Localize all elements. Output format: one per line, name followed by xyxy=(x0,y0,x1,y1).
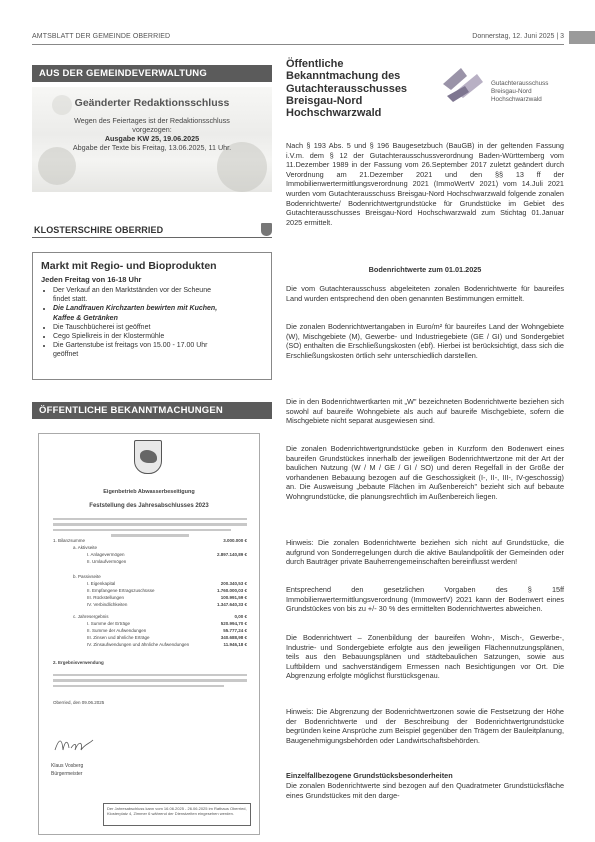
doc-row: IV. Zinsaufwendungen und ähnliche Aufwendungen 11.946,18 € xyxy=(87,642,247,647)
header-date: Donnerstag, 12. Juni 2025 | 3 xyxy=(472,33,564,40)
redaktion-line: vorgezogen: xyxy=(132,125,172,134)
page-tab-marker xyxy=(569,31,595,44)
doc-place-date: Oberried, den 09.06.2025 xyxy=(53,700,105,705)
paragraph: Entsprechend den gesetzlichen Vorgaben des § 15ff Immobilienwertermittlungsverordnung (ImmowertV) 2021 kann der Bodenwert eines Grundstückes von bis zu +/- 30 % des ermittelten Bodenrichtwertes abweichen. xyxy=(286,585,564,614)
markt-title: Markt mit Regio- und Bioprodukten xyxy=(41,260,217,272)
gemeinde-section-bar: AUS DER GEMEINDEVERWALTUNG xyxy=(32,65,272,82)
list-item: • Cego Spielkreis in der Klostermühle xyxy=(53,332,263,341)
doc-section: 2. Ergebnisverwendung xyxy=(53,660,104,665)
paragraph: Die vom Gutachterausschuss abgeleiteten zonalen Bodenrichtwerte für baureifes Land wurden entsprechend den oben genannten Bestimmungen ermittelt. xyxy=(286,284,564,303)
markt-box xyxy=(32,252,272,380)
bekanntmachungen-section-bar: ÖFFENTLICHE BEKANNTMACHUNGEN xyxy=(32,402,272,419)
doc-row: a. Aktivseite xyxy=(73,545,98,550)
signatory-name: Klaus Vosberg xyxy=(51,763,84,769)
list-item: • Die Tauschbücherei ist geöffnet xyxy=(53,323,263,332)
paragraph-legal-basis: Nach § 193 Abs. 5 und § 196 Baugesetzbuch (BauGB) in der geltenden Fassung i.V.m. dem § 12 der Gutachterausschussverordnung Baden-Württemberg vom 11.Dezember 1989 in der Fassung vom 26.September 2017 zuletzt geändert durch Verordnung am 21.Dezember 2021 und den §§ 13 ff der Immobilienwertermittlungsverordnung 2021 (ImmoWertV 2021) vom 14.Juli 2021 wurden vom Gutachterausschuss Breisgau-Nord Hochschwarzwald folgende zonalen Bodenrichtwerte/ Bodenrichtwertgrundstücke für Grundstücke im Gebiet des Gutachterausschusses Breisgau-Nord Hochschwarzwald zum Stichtag 01.Januar 2025 ermittelt. xyxy=(286,141,564,227)
list-item: findet statt. xyxy=(53,296,88,304)
paragraph-note: Hinweis: Die Abgrenzung der Bodenrichtwertzonen sowie die Festsetzung der Höhe der Bodenrichtwerte und der Beschreibung der Bodenrichtwertgrundstücke begründen keine Ansprüche zum Beispiel gegenüber den Trägern der Bauleitplanung, Baugenehmigungsbehörden oder Landwirtschaftsbehörden. xyxy=(286,707,564,745)
signature-image xyxy=(53,734,98,756)
header-rule xyxy=(32,44,564,45)
markt-list xyxy=(41,286,263,360)
redaktion-deadline: Abgabe der Texte bis Freitag, 13.06.2025, 11 Uhr. xyxy=(72,143,232,152)
klosterschire-heading xyxy=(32,222,272,238)
redaktion-title: Geänderter Redaktionsschluss xyxy=(74,97,230,109)
doc-row: III. Rückstellungen 100.991,59 € xyxy=(87,595,247,600)
oberried-crest-icon xyxy=(261,223,272,236)
logo-line: Gutachterausschuss xyxy=(491,80,549,87)
paragraph: Die zonalen Bodenrichtwertangaben in Euro/m² für baureifes Land der Wohngebiete (W), Mischgebiete (M), Gewerbe- und Industriegebiete (GE / GI) und Sondergebiet (SO) enthalten die Erschließungskosten (ebf). Hierbei ist berücksichtigt, dass sich die Erschließungskosten örtlich sehr unterschiedlich darstellen. xyxy=(286,322,564,360)
redaktion-notice xyxy=(32,87,272,192)
redaktion-issue: Ausgabe KW 25, 19.06.2025 xyxy=(104,134,200,143)
doc-row: I. Anlagevermögen 2.897.140,89 € xyxy=(87,552,247,557)
doc-row: III. Zinsen und ähnliche Erträge 340.688,98 € xyxy=(87,635,247,640)
redaktion-line: Wegen des Feiertages ist der Redaktionsschluss xyxy=(74,116,230,125)
paragraph: Die zonalen Bodenrichtwerte sind bezogen auf den Quadratmeter Grundstücksfläche eines Grundstückes mit den darge- xyxy=(286,781,564,800)
page-header xyxy=(32,33,564,45)
article-heading: Öffentliche Bekanntmachung des Gutachterausschusses Breisgau-Nord Hochschwarzwald xyxy=(286,58,408,120)
jahresabschluss-document xyxy=(38,433,260,835)
subheading-besonderheiten: Einzelfallbezogene Grundstücksbesonderheiten xyxy=(286,771,453,780)
municipal-crest-icon xyxy=(134,440,162,474)
doc-subtitle: Feststellung des Jahresabschlusses 2023 xyxy=(89,503,209,509)
section-rule xyxy=(32,237,272,238)
doc-inspection-note: Der Jahresabschluss kann vom 16.06.2025 - 26.06.2025 im Rathaus Oberried, Klosterplatz 4, Zimmer 6 während der Dienstzeiten eingesehen werden. xyxy=(103,803,251,826)
doc-title: Eigenbetrieb Abwasserbeseitigung xyxy=(103,489,195,495)
doc-row: b. Passivseite xyxy=(73,574,101,579)
doc-row: II. Empfangene Ertragszuschüsse 1.760.000,03 € xyxy=(87,588,247,593)
klosterschire-title: KLOSTERSCHIRE OBERRIED xyxy=(34,225,164,235)
list-item: • Die Gartenstube ist freitags von 15.00 - 17.00 Uhr xyxy=(53,341,263,350)
paragraph: Die in den Bodenrichtwertkarten mit „W" bezeichneten Bodenrichtwerte beziehen sich sowohl auf baureife Wohngebiete als auch auf baureife Mischgebiete, sofern die Mischgebiete nicht separat ausgewiesen sind. xyxy=(286,397,564,426)
list-item: • Die Landfrauen Kirchzarten bewirten mit Kuchen, xyxy=(53,304,263,313)
subheading-bodenrichtwerte: Bodenrichtwerte zum 01.01.2025 xyxy=(368,265,482,274)
markt-time: Jeden Freitag von 16-18 Uhr xyxy=(41,275,142,284)
list-item: Kaffee & Getränken xyxy=(53,314,118,322)
gutachterausschuss-logo-icon xyxy=(437,62,489,106)
doc-section-text xyxy=(53,674,247,690)
paragraph: Die zonalen Bodenrichtwertgrundstücke geben in Kurzform den Bodenwert eines baureifen Grundstückes innerhalb der jeweiligen Bodenrichtwertzone mit der Art der baulichen Nutzung (W / M / GE / GI / SO) und deren Regelfall in der Größe der vorhandenen Bebauung bezogen auf die Geschossigkeit (I-, II-, III-, IV-geschossig) an. Die Ausweisung „bebaute Flächen im Außenbereich" bezieht sich auf bebaute Wohngrundstücke, die planungsrechtlich im Außenbereich liegen. xyxy=(286,444,564,501)
gutachterausschuss-logo xyxy=(437,58,565,110)
doc-row: c. Jahresergebnis 0,00 € xyxy=(73,614,247,619)
doc-row: II. Summe der Aufwendungen 55.777,24 € xyxy=(87,628,247,633)
header-title: AMTSBLATT DER GEMEINDE OBERRIED xyxy=(32,33,171,40)
signatory-role: Bürgermeister xyxy=(51,771,83,777)
logo-line: Breisgau-Nord xyxy=(491,88,532,95)
doc-row: IV. Verbindlichkeiten 1.347.640,33 € xyxy=(87,602,247,607)
doc-row: I. Eigenkapital 200.340,53 € xyxy=(87,581,247,586)
paragraph: Die Bodenrichtwert – Zonenbildung der baureifen Wohn-, Misch-, Gewerbe-, Industrie- und Sondergebiete erfolgte aus den jeweiligen Flächennutzungsplänen, teils aus den Bebauungsplänen und städtebaulichen Satzungen, sowie aus Luftbildern und sachverständigem Ermessen nach Besichtigungen vor Ort. Die Abgrenzung erfolgte möglichst flurstücksgenau. xyxy=(286,633,564,681)
doc-row: 1. Bilanzsumme 3.000.000 € xyxy=(53,538,247,543)
list-item: • Der Verkauf an den Marktständen vor der Scheune xyxy=(53,286,263,295)
doc-intro-text xyxy=(53,518,247,540)
paragraph-note: Hinweis: Die zonalen Bodenrichtwerte beziehen sich nicht auf Grundstücke, die aufgrund von Sonderregelungen durch die aktive Baulandpolitik der Gemeinden oder durch Bauträger private Bauherrengemeinschaften bereinflusst werden! xyxy=(286,538,564,567)
list-item: geöffnet xyxy=(53,351,79,359)
doc-row: I. Summe der Erträge 520.994,70 € xyxy=(87,621,247,626)
logo-line: Hochschwarzwald xyxy=(491,96,542,103)
doc-row: II. Umlaufvermögen xyxy=(87,559,127,564)
flower-decoration xyxy=(38,147,76,185)
